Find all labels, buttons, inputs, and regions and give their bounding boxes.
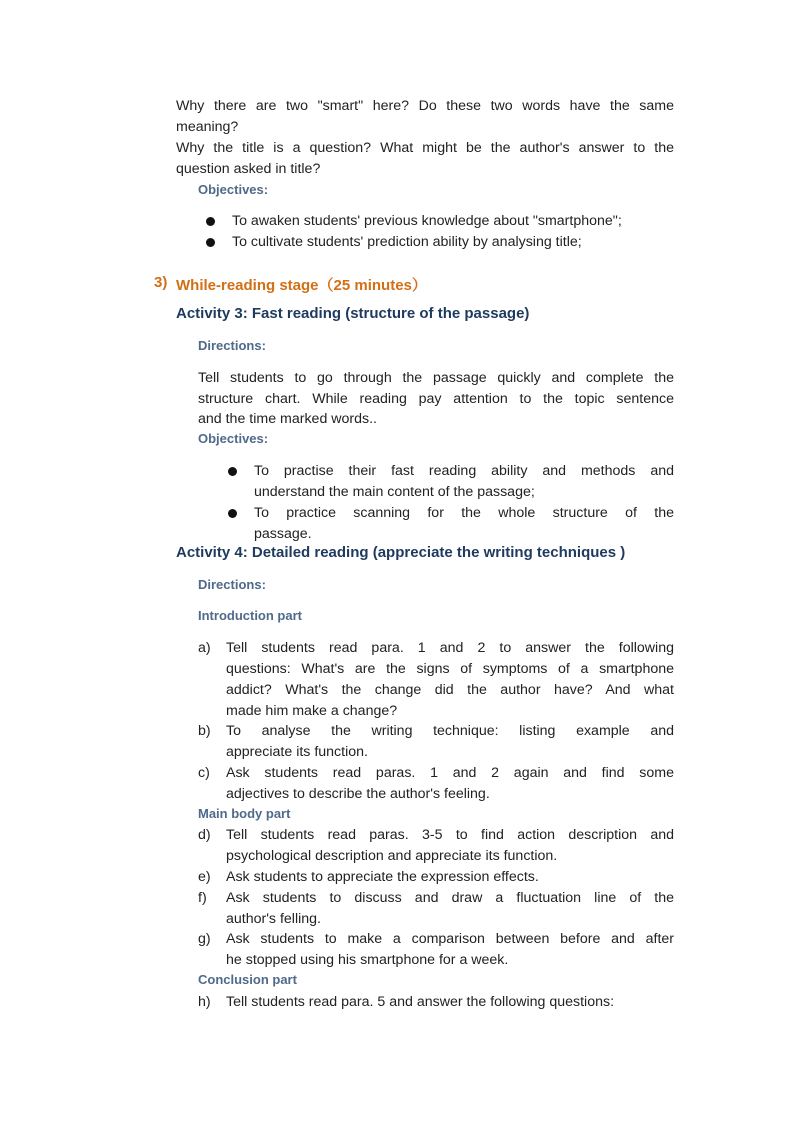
objective-item: [228, 503, 674, 545]
objective-text-line-2: understand the main content of the passage;: [254, 484, 535, 500]
bullet-icon: [228, 467, 237, 476]
item-marker: g): [198, 931, 211, 947]
question-1-line-2: meaning?: [176, 119, 239, 135]
list-item: [198, 888, 674, 930]
objectives-label: Objectives:: [198, 182, 269, 197]
bullet-icon: [206, 217, 215, 226]
item-marker: a): [198, 640, 211, 656]
item-line: addict? What's the change did the author have? And what: [226, 682, 674, 698]
item-marker: b): [198, 723, 211, 739]
conclusion-part-label: Conclusion part: [198, 972, 297, 987]
item-line: Ask students to appreciate the expression effects.: [226, 869, 539, 885]
stage-number: 3): [154, 274, 168, 291]
item-marker: c): [198, 765, 210, 781]
activity-3-title: Activity 3: Fast reading (structure of the passage): [176, 305, 530, 322]
item-line: Ask students read paras. 1 and 2 again and find some: [226, 765, 674, 781]
item-line: appreciate its function.: [226, 744, 368, 760]
item-marker: h): [198, 994, 211, 1010]
item-line: psychological description and appreciate its function.: [226, 848, 558, 864]
bullet-icon: [228, 509, 237, 518]
objective-text: To awaken students' previous knowledge about "smartphone";: [232, 213, 622, 229]
directions-label: Directions:: [198, 577, 266, 592]
activity-4-title: Activity 4: Detailed reading (appreciate the writing techniques ): [176, 544, 626, 561]
directions-line-1: Tell students to go through the passage quickly and complete the: [198, 370, 674, 386]
objectives-label: Objectives:: [198, 431, 269, 446]
directions-line-3: and the time marked words..: [198, 411, 377, 427]
objective-text: To cultivate students' prediction ability by analysing title;: [232, 234, 582, 250]
list-item: [198, 929, 674, 971]
question-1-line-1: Why there are two "smart" here? Do these two words have the same: [176, 98, 674, 114]
item-line: made him make a change?: [226, 703, 398, 719]
bullet-icon: [206, 238, 215, 247]
list-item: [198, 867, 674, 888]
directions-line-2: structure chart. While reading pay attention to the topic sentence: [198, 391, 674, 407]
objective-text-line-1: To practice scanning for the whole structure of the: [254, 505, 674, 521]
introduction-part-label: Introduction part: [198, 608, 302, 623]
objective-text-line-2: passage.: [254, 526, 312, 542]
item-marker: f): [198, 890, 207, 906]
list-item: [198, 721, 674, 763]
item-line: Tell students read paras. 3-5 to find action description and: [226, 827, 674, 843]
objective-item: [228, 461, 674, 503]
list-item: [198, 638, 674, 722]
list-item: [198, 992, 674, 1013]
item-line: To analyse the writing technique: listing example and: [226, 723, 674, 739]
item-line: adjectives to describe the author's feeling.: [226, 786, 490, 802]
item-line: Tell students read para. 1 and 2 to answer the following: [226, 640, 674, 656]
main-body-part-label: Main body part: [198, 806, 291, 821]
item-line: Ask students to discuss and draw a fluctuation line of the: [226, 890, 674, 906]
item-marker: d): [198, 827, 211, 843]
item-line: author's felling.: [226, 911, 321, 927]
objective-text-line-1: To practise their fast reading ability and methods and: [254, 463, 674, 479]
item-line: Tell students read para. 5 and answer the following questions:: [226, 994, 615, 1010]
item-line: Ask students to make a comparison between before and after: [226, 931, 674, 947]
objective-item: [206, 232, 676, 253]
directions-label: Directions:: [198, 338, 266, 353]
stage-title: While-reading stage（25 minutes）: [176, 277, 427, 294]
question-2-line-1: Why the title is a question? What might be the author's answer to the: [176, 140, 674, 156]
item-marker: e): [198, 869, 211, 885]
list-item: [198, 763, 674, 805]
question-2-line-2: question asked in title?: [176, 161, 321, 177]
item-line: he stopped using his smartphone for a week.: [226, 952, 509, 968]
objective-item: [206, 211, 676, 232]
list-item: [198, 825, 674, 867]
item-line: questions: What's are the signs of symptoms of a smartphone: [226, 661, 674, 677]
